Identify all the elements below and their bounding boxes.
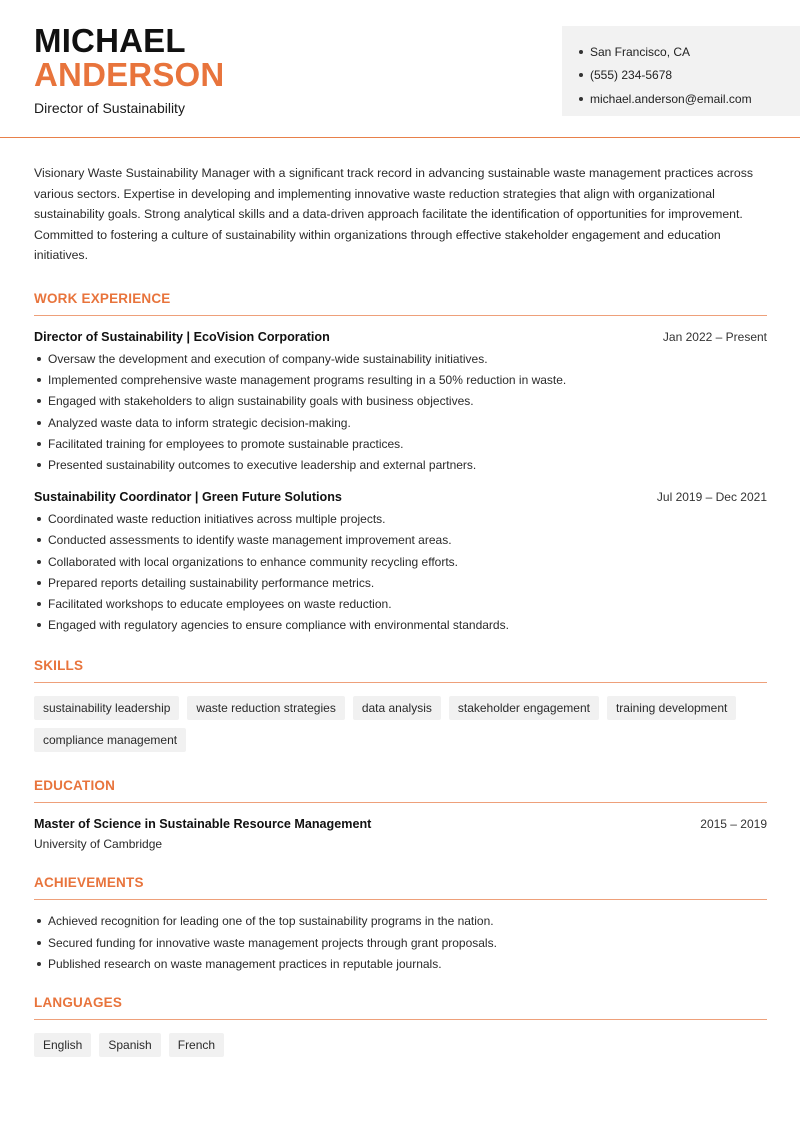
list-item: Presented sustainability outcomes to executive leadership and external partners. — [34, 454, 767, 475]
list-item: Coordinated waste reduction initiatives across multiple projects. — [34, 509, 767, 530]
achievements-section — [34, 875, 767, 975]
job-bullets — [34, 509, 767, 636]
job-entry — [34, 490, 767, 636]
skill-tag: sustainability leadership — [34, 696, 179, 720]
list-item: Published research on waste management practices in reputable journals. — [34, 953, 767, 974]
bullet-icon — [37, 602, 41, 606]
school-name: University of Cambridge — [34, 836, 163, 851]
skills-tags — [34, 696, 767, 752]
bullet-icon — [37, 623, 41, 627]
achievements-section-title: ACHIEVEMENTS — [34, 875, 767, 900]
bullet-icon — [37, 357, 41, 361]
last-name: ANDERSON — [34, 56, 225, 93]
list-item: Implemented comprehensive waste management programs resulting in a 50% reduction in waste. — [34, 370, 767, 391]
bullet-icon — [579, 97, 583, 101]
degree-name: Master of Science in Sustainable Resource Management — [34, 816, 372, 831]
bullet-icon — [37, 962, 41, 966]
education-entry — [34, 817, 767, 851]
achievements-list — [34, 911, 767, 975]
education-section-title: EDUCATION — [34, 778, 767, 803]
bullet-icon — [37, 421, 41, 425]
contact-email — [579, 87, 800, 111]
skill-tag: training development — [607, 696, 736, 720]
bullet-icon — [37, 560, 41, 564]
location-text: San Francisco, CA — [590, 44, 691, 59]
contact-phone — [579, 64, 800, 88]
bullet-icon — [37, 378, 41, 382]
resume-body — [34, 163, 767, 1057]
language-tag: English — [34, 1033, 91, 1057]
job-date: Jul 2019 – Dec 2021 — [656, 489, 767, 504]
bullet-icon — [579, 73, 583, 77]
bullet-icon — [37, 517, 41, 521]
list-item: Engaged with stakeholders to align sustainability goals with business objectives. — [34, 391, 767, 412]
skills-section — [34, 658, 767, 752]
phone-text: (555) 234-5678 — [590, 68, 673, 83]
education-date: 2015 – 2019 — [700, 816, 767, 831]
languages-section — [34, 995, 767, 1057]
job-bullets — [34, 349, 767, 476]
bullet-icon — [37, 581, 41, 585]
skill-tag: stakeholder engagement — [449, 696, 599, 720]
bullet-icon — [37, 399, 41, 403]
candidate-name — [34, 24, 224, 92]
work-section — [34, 291, 767, 636]
skill-tag: data analysis — [353, 696, 441, 720]
skill-tag: waste reduction strategies — [187, 696, 344, 720]
bullet-icon — [37, 941, 41, 945]
list-item: Facilitated training for employees to promote sustainable practices. — [34, 433, 767, 454]
summary-paragraph: Visionary Waste Sustainability Manager with a significant track record in advancing sustainable waste management practices across various sectors. Expertise in developing and implementing innovative waste reduction strategies that align with organizational sustainability goals. Strong analytical skills and a data-driven approach facilitate the identification of opportunities for improvement. Committed to fostering a culture of sustainability within organizations through effective stakeholder engagement and education initiatives. — [34, 166, 754, 262]
list-item: Achieved recognition for leading one of the top sustainability programs in the nation. — [34, 911, 767, 932]
list-item: Conducted assessments to identify waste management improvement areas. — [34, 530, 767, 551]
bullet-icon — [37, 919, 41, 923]
contact-box — [562, 26, 800, 116]
languages-tags — [34, 1033, 767, 1057]
list-item: Facilitated workshops to educate employees on waste reduction. — [34, 593, 767, 614]
job-date: Jan 2022 – Present — [662, 329, 767, 344]
bullet-icon — [37, 538, 41, 542]
bullet-icon — [579, 50, 583, 54]
list-item: Prepared reports detailing sustainability performance metrics. — [34, 572, 767, 593]
work-section-title: WORK EXPERIENCE — [34, 291, 767, 316]
language-tag: French — [169, 1033, 224, 1057]
first-name: MICHAEL — [34, 22, 186, 59]
skill-tag: compliance management — [34, 728, 186, 752]
resume-header — [0, 0, 800, 138]
candidate-title: Director of Sustainability — [34, 100, 185, 116]
list-item: Collaborated with local organizations to enhance community recycling efforts. — [34, 551, 767, 572]
job-heading: Director of Sustainability | EcoVision Corporation — [34, 329, 330, 344]
languages-section-title: LANGUAGES — [34, 995, 767, 1020]
job-heading: Sustainability Coordinator | Green Future Solutions — [34, 489, 342, 504]
contact-location — [579, 40, 800, 64]
list-item: Engaged with regulatory agencies to ensure compliance with environmental standards. — [34, 615, 767, 636]
language-tag: Spanish — [99, 1033, 160, 1057]
job-entry — [34, 330, 767, 476]
bullet-icon — [37, 442, 41, 446]
bullet-icon — [37, 463, 41, 467]
email-text: michael.anderson@email.com — [590, 91, 752, 106]
education-section — [34, 778, 767, 851]
list-item: Oversaw the development and execution of company-wide sustainability initiatives. — [34, 349, 767, 370]
list-item: Analyzed waste data to inform strategic decision-making. — [34, 412, 767, 433]
list-item: Secured funding for innovative waste management projects through grant proposals. — [34, 932, 767, 953]
skills-section-title: SKILLS — [34, 658, 767, 683]
